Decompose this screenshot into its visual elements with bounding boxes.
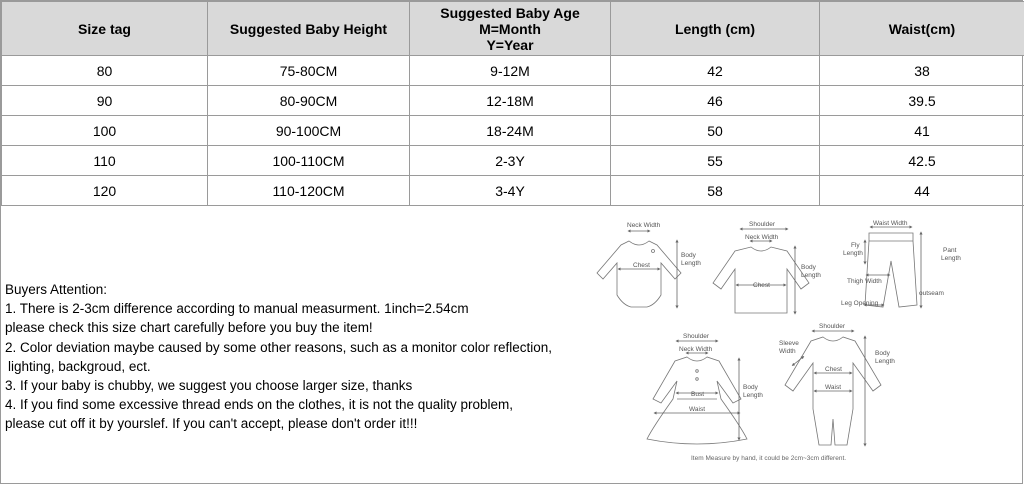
pants-outline: [865, 233, 917, 307]
table-row: [2, 116, 1024, 146]
bodysuit-figure: [597, 231, 681, 307]
note-line: lighting, backgroud, ect.: [8, 358, 151, 374]
dress-length-label-2: Length: [743, 392, 763, 399]
cell-baby-height: 75-80CM: [208, 56, 410, 86]
shirt-shoulder-label: Shoulder: [749, 221, 776, 228]
pants-leg-label: Leg Opening: [841, 300, 879, 307]
dress-button: [696, 370, 699, 373]
shirt-neck-label: Neck Width: [745, 234, 779, 241]
cell-waist: 38: [820, 56, 1024, 86]
dress-length-label-1: Body: [743, 384, 758, 391]
dress-bust-label: Bust: [691, 391, 705, 398]
dress-neck-label: Neck Width: [679, 346, 713, 353]
romper-sleeve-label-2: Width: [779, 348, 796, 355]
cell-size-tag: 90: [2, 86, 208, 116]
romper-length-label-1: Body: [875, 350, 890, 357]
table-row: [2, 86, 1024, 116]
header-baby-height: Suggested Baby Height: [208, 2, 410, 56]
header-length: Length (cm): [611, 2, 820, 56]
pants-waist-label: Waist Width: [873, 220, 908, 227]
pants-fly-label-2: Length: [843, 250, 863, 257]
cell-length: 46: [611, 86, 820, 116]
bodysuit-length-label-1: Body: [681, 252, 696, 259]
cell-size-tag: 80: [2, 56, 208, 86]
cell-baby-age: 3-4Y: [410, 176, 611, 206]
romper-sleeve-arrow: [793, 357, 803, 365]
romper-chest-label: Chest: [825, 366, 842, 373]
dress-waist-label: Waist: [689, 406, 706, 413]
size-table: [1, 1, 1024, 206]
cell-waist: 44: [820, 176, 1024, 206]
cell-baby-age: 18-24M: [410, 116, 611, 146]
cell-baby-age: 12-18M: [410, 86, 611, 116]
bodysuit-button: [652, 250, 655, 253]
romper-waist-label: Waist: [825, 384, 842, 391]
note-line: 3. If your baby is chubby, we suggest you choose larger size, thanks: [5, 378, 413, 394]
cell-waist: 42.5: [820, 146, 1024, 176]
cell-length: 58: [611, 176, 820, 206]
table-row: [2, 176, 1024, 206]
cell-length: 42: [611, 56, 820, 86]
table-header-row: [2, 2, 1024, 56]
pants-length-label-1: Pant: [943, 247, 957, 254]
shirt-length-label-1: Body: [801, 264, 816, 271]
note-line: please cut off it by yourslef. If you can't accept, please don't order it!!!: [5, 416, 418, 432]
dress-button: [696, 378, 699, 381]
measurement-diagram: [591, 213, 991, 475]
cell-size-tag: 100: [2, 116, 208, 146]
cell-baby-age: 2-3Y: [410, 146, 611, 176]
header-size-tag: Size tag: [2, 2, 208, 56]
cell-baby-height: 90-100CM: [208, 116, 410, 146]
bodysuit-outline: [597, 241, 681, 307]
note-line: 2. Color deviation maybe caused by some other reasons, such as a monitor color reflection,: [5, 339, 553, 355]
table-row: [2, 146, 1024, 176]
cell-waist: 39.5: [820, 86, 1024, 116]
pants-thigh-label: Thigh Width: [847, 278, 882, 285]
notes-title: Buyers Attention:: [5, 282, 108, 297]
note-line: please check this size chart carefully before you buy the item!: [5, 320, 373, 336]
shirt-length-label-2: Length: [801, 272, 821, 279]
shirt-outline: [713, 247, 809, 313]
romper-length-label-2: Length: [875, 358, 895, 365]
romper-shoulder-label: Shoulder: [819, 323, 846, 330]
cell-length: 55: [611, 146, 820, 176]
cell-size-tag: 120: [2, 176, 208, 206]
table-row: [2, 56, 1024, 86]
dress-shoulder-label: Shoulder: [683, 333, 710, 340]
cell-baby-height: 80-90CM: [208, 86, 410, 116]
bodysuit-length-label-2: Length: [681, 260, 701, 267]
cell-baby-height: 100-110CM: [208, 146, 410, 176]
cell-waist: 41: [820, 116, 1024, 146]
cell-baby-age: 9-12M: [410, 56, 611, 86]
pants-figure: [865, 227, 921, 307]
note-line: 4. If you find some excessive thread ends on the clothes, it is not the quality problem,: [5, 397, 514, 413]
shirt-chest-label: Chest: [753, 282, 770, 289]
note-line: 1. There is 2-3cm difference according to manual measurment. 1inch=2.54cm: [5, 301, 469, 317]
diagram-footnote: Item Measure by hand, it could be 2cm~3cm different.: [691, 455, 847, 462]
buyers-attention-notes: [5, 280, 552, 434]
cell-size-tag: 110: [2, 146, 208, 176]
bodysuit-neck-label: Neck Width: [627, 222, 661, 229]
pants-fly-label-1: Fly: [851, 242, 860, 249]
pants-length-label-2: Length: [941, 255, 961, 262]
cell-length: 50: [611, 116, 820, 146]
header-waist: Waist(cm): [820, 2, 1024, 56]
cell-baby-height: 110-120CM: [208, 176, 410, 206]
measurement-diagram-svg: [591, 213, 991, 475]
bodysuit-chest-label: Chest: [633, 262, 650, 269]
header-baby-age: Suggested Baby Age M=Month Y=Year: [410, 2, 611, 56]
romper-sleeve-label-1: Sleeve: [779, 340, 799, 347]
shirt-figure: [713, 229, 809, 313]
pants-outseam-label: outseam: [919, 290, 944, 297]
